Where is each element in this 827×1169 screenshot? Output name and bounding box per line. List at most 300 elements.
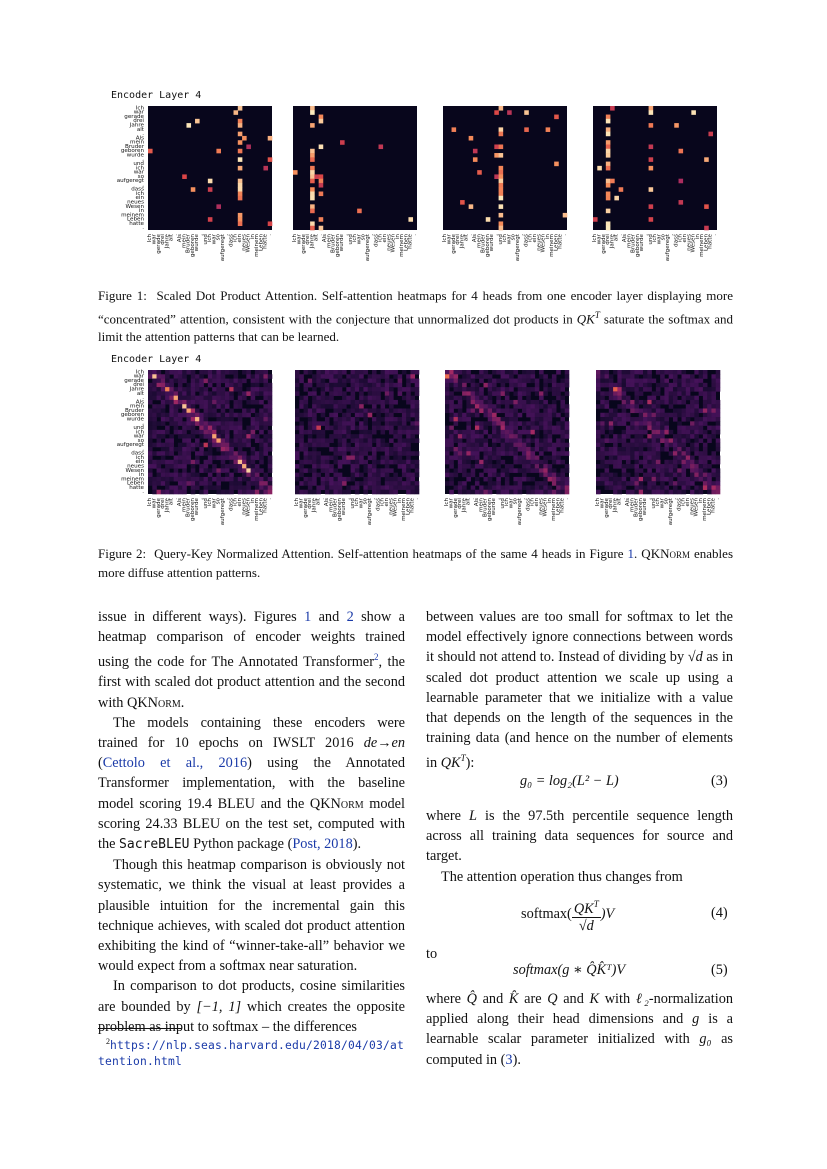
heatmap-cell (539, 400, 544, 405)
heatmap-cell (606, 196, 611, 201)
heatmap-cell (488, 464, 493, 469)
heatmap-cell (669, 374, 674, 379)
heatmap-cell (216, 374, 221, 379)
heatmap-cell (342, 477, 347, 482)
heatmap-cell (310, 179, 315, 184)
fraction (572, 896, 601, 934)
xtick-label: Jahre (609, 233, 616, 249)
heatmap-cell (255, 387, 260, 392)
heatmap-cell (535, 468, 540, 473)
heatmap-cell (312, 490, 317, 495)
heatmap-cell (552, 383, 557, 388)
heatmap-cell (238, 460, 243, 465)
heatmap-cell (238, 490, 243, 495)
heatmap-cell (449, 426, 454, 431)
heatmap-cell (686, 434, 691, 439)
xtick-label: drei (457, 498, 464, 509)
heatmap-cell (216, 379, 221, 384)
heatmap-cell (626, 396, 631, 401)
heatmap-cell (669, 481, 674, 486)
heatmap-cell (234, 421, 239, 426)
heatmap-cell (660, 464, 665, 469)
heatmap-cell (268, 157, 273, 162)
heatmap-cell (238, 106, 243, 111)
heatmap-cell (393, 434, 398, 439)
heatmap-cell (614, 196, 619, 201)
post-citation-link[interactable]: Post, 2018 (292, 836, 353, 852)
heatmap-cell (505, 404, 510, 409)
heatmap-cell (445, 426, 450, 431)
heatmap-cell (242, 408, 247, 413)
heatmap-cell (606, 140, 611, 145)
heatmap-cell (351, 451, 356, 456)
heatmap-cell (229, 481, 234, 486)
heatmap-cell (259, 451, 264, 456)
footnote-2-ref[interactable]: 2 (374, 652, 379, 663)
heatmap-cell (355, 490, 360, 495)
heatmap-cell (522, 460, 527, 465)
heatmap-cell (556, 473, 561, 478)
heatmap-cell (711, 481, 716, 486)
heatmap-cell (316, 430, 321, 435)
heatmap-cell (454, 468, 459, 473)
xtick-label: war (211, 234, 218, 245)
figure1-ytick-label: . (142, 225, 144, 232)
heatmap-cell (312, 438, 317, 443)
heatmap-cell (204, 490, 209, 495)
heatmap-cell (617, 396, 622, 401)
heatmap-cell (238, 396, 243, 401)
xtick-label: so (360, 234, 367, 241)
heatmap-cell (682, 438, 687, 443)
figure1-ytick-label: Jahre (129, 122, 144, 129)
text: g (692, 1011, 700, 1028)
heatmap-cell (406, 383, 411, 388)
heatmap-cell (652, 430, 657, 435)
heatmap-cell (526, 426, 531, 431)
heatmap-cell (410, 404, 415, 409)
heatmap-cell (707, 490, 712, 495)
heatmap-cell (148, 468, 153, 473)
heatmap-cell (402, 413, 407, 418)
heatmap-cell (363, 447, 368, 452)
heatmap-cell (251, 379, 256, 384)
heatmap-cell (255, 464, 260, 469)
heatmap-cell (513, 413, 518, 418)
heatmap-cell (548, 477, 553, 482)
heatmap-cell (255, 383, 260, 388)
heatmap-cell (410, 408, 415, 413)
heatmap-cell (673, 417, 678, 422)
xtick-label: gerade (155, 498, 162, 518)
heatmap-cell (246, 426, 251, 431)
heatmap-cell (338, 417, 343, 422)
xtick-label: geboren (486, 498, 493, 522)
heatmap-cell (186, 426, 191, 431)
heatmap-cell (385, 468, 390, 473)
heatmap-cell (694, 447, 699, 452)
xtick-label: aufgeregt (664, 234, 671, 262)
xtick-label: geboren (336, 498, 343, 522)
heatmap-cell (496, 477, 501, 482)
heatmap-cell (690, 443, 695, 448)
heatmap-cell (259, 447, 264, 452)
heatmap-cell (316, 438, 321, 443)
heatmap-cell (259, 477, 264, 482)
heatmap-cell (462, 396, 467, 401)
heatmap-cell (342, 430, 347, 435)
heatmap-cell (376, 426, 381, 431)
heatmap-cell (299, 447, 304, 452)
heatmap-cell (518, 477, 523, 482)
heatmap-cell (509, 434, 514, 439)
heatmap-cell (379, 144, 384, 149)
heatmap-cell (505, 400, 510, 405)
heatmap-cell (329, 477, 334, 482)
heatmap-cell (229, 408, 234, 413)
heatmap-cell (652, 447, 657, 452)
heatmap-cell (466, 464, 471, 469)
heatmap-cell (325, 404, 330, 409)
xtick-label: Wesen (245, 498, 252, 517)
heatmap-cell (496, 421, 501, 426)
heatmap-cell (234, 413, 239, 418)
cettolo-citation-link[interactable]: Cettolo et al., 2016 (102, 755, 248, 772)
heatmap-cell (471, 464, 476, 469)
heatmap-cell (660, 468, 665, 473)
heatmap-cell (251, 430, 256, 435)
heatmap-cell (656, 426, 661, 431)
xtick-label: . (620, 498, 627, 500)
heatmap-cell (208, 391, 213, 396)
heatmap-cell (609, 391, 614, 396)
heatmap-cell (499, 106, 504, 111)
heatmap-cell (342, 447, 347, 452)
heatmap-cell (690, 468, 695, 473)
heatmap-cell (677, 481, 682, 486)
heatmap-cell (182, 456, 187, 461)
heatmap-cell (329, 374, 334, 379)
heatmap-cell (255, 421, 260, 426)
heatmap-cell (199, 400, 204, 405)
heatmap-cell (152, 379, 157, 384)
heatmap-cell (716, 374, 721, 379)
heatmap-cell (458, 383, 463, 388)
heatmap-cell (191, 408, 196, 413)
heatmap-cell (565, 370, 570, 375)
heatmap-cell (157, 396, 162, 401)
heatmap-cell (191, 417, 196, 422)
heatmap-cell (363, 443, 368, 448)
heatmap-cell (622, 430, 627, 435)
xtick-label: hatte (559, 498, 566, 513)
heatmap-cell (488, 400, 493, 405)
heatmap-cell (622, 451, 627, 456)
heatmap-cell (445, 443, 450, 448)
heatmap-cell (238, 221, 243, 226)
text: and (557, 991, 590, 1007)
heatmap-cell (325, 485, 330, 490)
heatmap-cell (605, 485, 610, 490)
heatmap-cell (178, 447, 183, 452)
heatmap-cell (664, 430, 669, 435)
heatmap-cell (652, 485, 657, 490)
heatmap-cell (548, 438, 553, 443)
heatmap-cell (385, 417, 390, 422)
heatmap-cell (694, 400, 699, 405)
heatmap-cell (483, 456, 488, 461)
text: -normalization applied along their head dimensions and (426, 991, 733, 1028)
heatmap-cell (321, 460, 326, 465)
heatmap-cell (191, 374, 196, 379)
heatmap-cell (548, 485, 553, 490)
heatmap-cell (381, 387, 386, 392)
heatmap-cell (178, 387, 183, 392)
heatmap-cell (699, 451, 704, 456)
heatmap-background (593, 106, 717, 230)
heatmap-cell (246, 430, 251, 435)
heatmap-cell (600, 374, 605, 379)
heatmap-cell (212, 421, 217, 426)
heatmap-cell (372, 379, 377, 384)
heatmap-cell (449, 413, 454, 418)
heatmap-cell (246, 490, 251, 495)
heatmap-cell (368, 400, 373, 405)
heatmap-cell (647, 400, 652, 405)
heatmap-cell (496, 490, 501, 495)
heatmap-cell (526, 477, 531, 482)
heatmap-cell (225, 404, 230, 409)
heatmap-cell (234, 400, 239, 405)
heatmap-cell (169, 447, 174, 452)
heatmap-cell (415, 383, 420, 388)
heatmap-cell (376, 460, 381, 465)
heatmap-cell (359, 396, 364, 401)
heatmap-cell (148, 456, 153, 461)
heatmap-cell (186, 413, 191, 418)
heatmap-cell (704, 157, 709, 162)
heatmap-cell (152, 387, 157, 392)
heatmap-cell (406, 460, 411, 465)
heatmap-cell (548, 413, 553, 418)
heatmap-cell (191, 481, 196, 486)
heatmap-cell (634, 404, 639, 409)
heatmap-cell (393, 481, 398, 486)
heatmap-cell (259, 413, 264, 418)
heatmap-cell (454, 473, 459, 478)
heatmap-cell (649, 123, 654, 128)
xtick-label: Bruder (482, 498, 489, 517)
heatmap-cell (496, 400, 501, 405)
heatmap-cell (639, 383, 644, 388)
heatmap-cell (643, 404, 648, 409)
heatmap-cell (496, 460, 501, 465)
heatmap-cell (471, 473, 476, 478)
figure2-ref-link[interactable]: 2 (346, 609, 354, 625)
heatmap-cell (308, 370, 313, 375)
heatmap-cell (212, 438, 217, 443)
heatmap-cell (312, 468, 317, 473)
heatmap-cell (505, 477, 510, 482)
heatmap-cell (606, 153, 611, 158)
heatmap-cell (643, 451, 648, 456)
heatmap-cell (208, 413, 213, 418)
heatmap-cell (634, 383, 639, 388)
heatmap-cell (600, 413, 605, 418)
heatmap-cell (652, 396, 657, 401)
heatmap-cell (643, 413, 648, 418)
heatmap-cell (385, 400, 390, 405)
xtick-label: ein (534, 498, 540, 507)
heatmap-cell (513, 443, 518, 448)
figure2-ytick-label: . (142, 395, 144, 402)
heatmap-cell (234, 430, 239, 435)
xtick-label: meinem (401, 498, 408, 521)
heatmap-cell (690, 456, 695, 461)
heatmap-cell (488, 477, 493, 482)
heatmap-cell (355, 473, 360, 478)
heatmap-cell (617, 464, 622, 469)
heatmap-cell (711, 379, 716, 384)
xtick-label: drei (307, 498, 314, 509)
heatmap-cell (445, 408, 450, 413)
heatmap-cell (242, 370, 247, 375)
heatmap-cell (622, 438, 627, 443)
heatmap-cell (703, 383, 708, 388)
heatmap-cell (333, 383, 338, 388)
xtick-label: in (394, 234, 401, 240)
heatmap-cell (509, 408, 514, 413)
heatmap-cell (204, 413, 209, 418)
heatmap-cell (622, 400, 627, 405)
heatmap-cell (316, 421, 321, 426)
heatmap-cell (161, 374, 166, 379)
heatmap-cell (299, 434, 304, 439)
heatmap-cell (204, 430, 209, 435)
heatmap-cell (165, 438, 170, 443)
heatmap-cell (310, 157, 315, 162)
xtick-label: Ich (442, 234, 449, 243)
heatmap-cell (686, 438, 691, 443)
heatmap-cell (204, 434, 209, 439)
xtick-label: Ich (592, 234, 599, 243)
heatmap-cell (462, 417, 467, 422)
heatmap-cell (161, 421, 166, 426)
heatmap-cell (376, 400, 381, 405)
heatmap-cell (393, 451, 398, 456)
heatmap-cell (647, 477, 652, 482)
figure1-ref-link[interactable]: 1 (304, 609, 312, 625)
heatmap-cell (613, 434, 618, 439)
heatmap-cell (531, 485, 536, 490)
heatmap-cell (617, 456, 622, 461)
figure1-ref-link[interactable]: 1 (627, 546, 635, 561)
heatmap-cell (703, 413, 708, 418)
heatmap-cell (454, 413, 459, 418)
heatmap-cell (372, 477, 377, 482)
heatmap-cell (182, 447, 187, 452)
heatmap-cell (596, 421, 601, 426)
heatmap-cell (475, 434, 480, 439)
heatmap-cell (477, 170, 482, 175)
heatmap-cell (649, 217, 654, 222)
heatmap-cell (402, 408, 407, 413)
heatmap-cell (251, 468, 256, 473)
heatmap-cell (238, 404, 243, 409)
heatmap-cell (255, 391, 260, 396)
heatmap-cell (639, 391, 644, 396)
xtick-label: Bruder (630, 234, 637, 253)
heatmap-cell (699, 383, 704, 388)
heatmap-cell (216, 404, 221, 409)
heatmap-cell (308, 468, 313, 473)
heatmap-cell (677, 370, 682, 375)
heatmap-cell (385, 413, 390, 418)
heatmap-cell (329, 456, 334, 461)
heatmap-cell (626, 481, 631, 486)
heatmap-cell (535, 460, 540, 465)
xtick-label: Jahre (311, 498, 318, 513)
heatmap-cell (622, 391, 627, 396)
heatmap-cell (246, 460, 251, 465)
heatmap-cell (295, 379, 300, 384)
heatmap-cell (165, 426, 170, 431)
heatmap-cell (165, 413, 170, 418)
heatmap-cell (449, 434, 454, 439)
heatmap-cell (605, 477, 610, 482)
heatmap-cell (268, 221, 273, 226)
heatmap-cell (406, 434, 411, 439)
heatmap-cell (682, 468, 687, 473)
equation-3-ref-link[interactable]: 3 (505, 1051, 513, 1068)
heatmap-cell (526, 464, 531, 469)
heatmap-cell (415, 468, 420, 473)
heatmap-cell (682, 451, 687, 456)
xtick-label: Bruder (185, 234, 192, 253)
heatmap-cell (259, 391, 264, 396)
heatmap-cell (660, 430, 665, 435)
heatmap-cell (368, 430, 373, 435)
heatmap-cell (216, 490, 221, 495)
heatmap-cell (195, 451, 200, 456)
heatmap-cell (204, 421, 209, 426)
heatmap-cell (263, 451, 268, 456)
heatmap-cell (216, 396, 221, 401)
heatmap-cell (204, 464, 209, 469)
heatmap-cell (479, 490, 484, 495)
heatmap-cell (165, 387, 170, 392)
heatmap-cell (321, 430, 326, 435)
heatmap-cell (643, 408, 648, 413)
xtick-label: war (596, 234, 603, 245)
heatmap-cell (458, 379, 463, 384)
heatmap-cell (524, 127, 529, 132)
heatmap-cell (639, 408, 644, 413)
text: [−1, 1] (196, 998, 242, 1015)
xtick-label: , (495, 498, 502, 500)
footnote-url-link[interactable]: https://nlp.seas.harvard.edu/2018/04/03/attention.html (98, 1038, 405, 1068)
heatmap-cell (259, 387, 264, 392)
heatmap-cell (552, 468, 557, 473)
heatmap-cell (251, 417, 256, 422)
heatmap-cell (699, 426, 704, 431)
heatmap-cell (492, 404, 497, 409)
heatmap-cell (321, 443, 326, 448)
text: Python package ( (189, 836, 293, 852)
heatmap-cell (338, 485, 343, 490)
heatmap-cell (492, 426, 497, 431)
heatmap-cell (242, 485, 247, 490)
